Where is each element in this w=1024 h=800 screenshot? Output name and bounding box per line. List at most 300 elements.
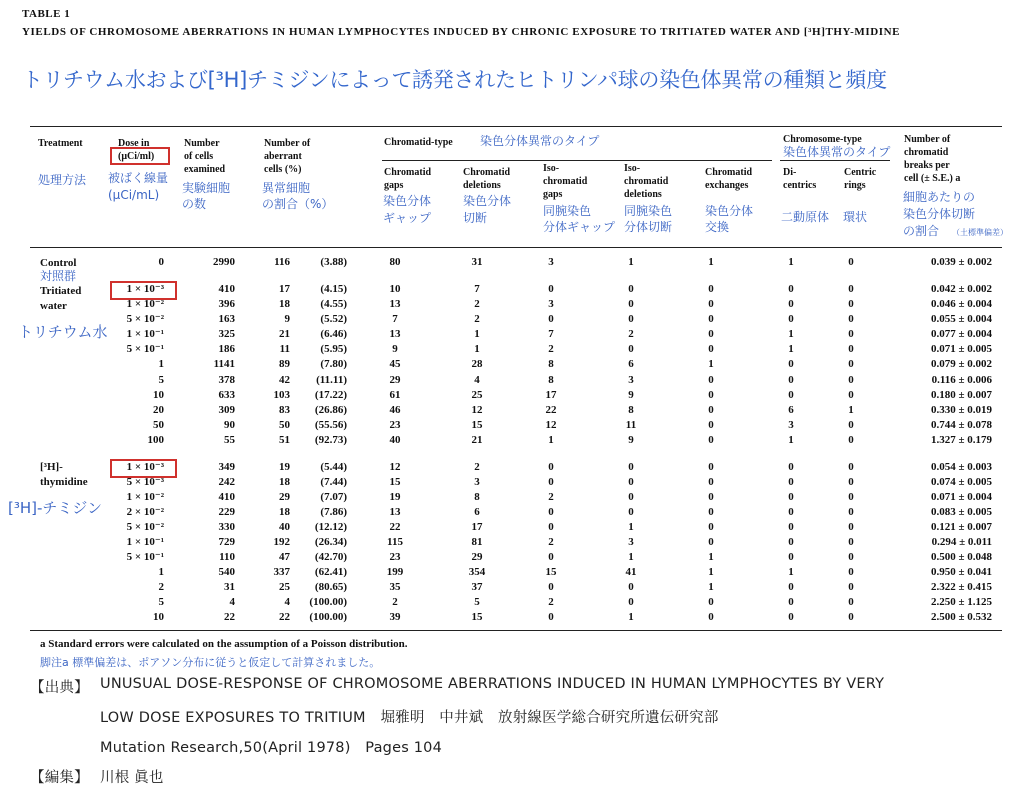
- cell-id: 0: [628, 298, 634, 310]
- cell-g: 80: [389, 256, 401, 268]
- cell-breaks: 0.330 ± 0.019: [930, 404, 992, 416]
- header-gaps-2: gaps: [384, 180, 404, 191]
- header-isogaps-1: Iso-: [543, 163, 560, 174]
- header-gaps-ja-1: 染色分体: [383, 194, 432, 208]
- cell-dic: 0: [788, 521, 794, 533]
- top-rule: [30, 126, 1002, 127]
- cell-d: 1: [474, 343, 480, 355]
- header-isodel-2: chromatid: [624, 176, 669, 187]
- cell-ring: 0: [848, 476, 854, 488]
- cell-ab: 40: [279, 521, 290, 533]
- header-breaks-ja-1: 細胞あたりの: [903, 190, 976, 204]
- cell-g: 115: [387, 536, 403, 548]
- cell-ex: 0: [708, 506, 714, 518]
- cell-d: 31: [471, 256, 483, 268]
- cell-ring: 0: [848, 343, 854, 355]
- cell-g: 46: [389, 404, 401, 416]
- cell-breaks: 0.079 ± 0.002: [930, 358, 992, 370]
- cell-ex: 0: [708, 611, 714, 623]
- cell-dose: 1 × 10⁻¹: [126, 536, 164, 548]
- cell-ab: 42: [279, 374, 290, 386]
- cell-dose: 1 × 10⁻¹: [126, 328, 164, 340]
- cell-breaks: 2.250 ± 1.125: [930, 596, 992, 608]
- cell-breaks: 2.500 ± 0.532: [930, 611, 992, 623]
- cell-ring: 0: [848, 596, 854, 608]
- cell-d: 8: [474, 491, 480, 503]
- cell-ex: 0: [708, 404, 714, 416]
- cell-ab: 192: [273, 536, 290, 548]
- cell-dose: 1 × 10⁻³: [126, 283, 164, 295]
- cell-pct: (11.11): [316, 374, 347, 386]
- cell-cells: 90: [224, 419, 235, 431]
- cell-ig: 7: [548, 328, 554, 340]
- cell-g: 23: [389, 419, 401, 431]
- cell-dose: 5 × 10⁻²: [126, 521, 164, 533]
- chromosome-span-rule: [780, 160, 890, 161]
- cell-ab: 116: [274, 256, 290, 268]
- cell-ab: 83: [279, 404, 290, 416]
- cell-ig: 1: [548, 434, 554, 446]
- header-cells-3: examined: [184, 164, 226, 175]
- header-cells-2: of cells: [184, 151, 214, 162]
- cell-breaks: 0.744 ± 0.078: [930, 419, 992, 431]
- cell-breaks: 0.054 ± 0.003: [930, 461, 992, 473]
- cell-ex: 0: [708, 596, 714, 608]
- cell-pct: (3.88): [320, 256, 347, 268]
- header-rings-2: rings: [844, 180, 866, 191]
- cell-d: 5: [474, 596, 480, 608]
- group-thymidine-1: [³H]-: [40, 461, 63, 473]
- cell-id: 9: [628, 434, 634, 446]
- cell-ig: 3: [548, 256, 554, 268]
- cell-ex: 0: [708, 343, 714, 355]
- cell-ig: 2: [548, 536, 554, 548]
- cell-ab: 18: [279, 506, 290, 518]
- cell-cells: 410: [218, 283, 235, 295]
- header-exchanges-ja-1: 染色分体: [705, 204, 754, 218]
- cell-dic: 0: [788, 358, 794, 370]
- header-breaks-2: chromatid: [904, 147, 949, 158]
- cell-d: 28: [471, 358, 483, 370]
- cell-breaks: 0.950 ± 0.041: [930, 566, 992, 578]
- cell-d: 7: [474, 283, 480, 295]
- cell-ab: 89: [279, 358, 290, 370]
- cell-g: 22: [389, 521, 401, 533]
- cell-id: 8: [628, 404, 634, 416]
- cell-ab: 50: [279, 419, 290, 431]
- cell-d: 1: [474, 328, 480, 340]
- cell-dic: 6: [788, 404, 794, 416]
- header-breaks-1: Number of: [904, 134, 951, 145]
- header-exchanges-ja-2: 交換: [705, 220, 730, 234]
- cell-dose: 10: [153, 389, 164, 401]
- header-dose-ja-1: 被ばく線量: [108, 171, 169, 185]
- header-dose-line1: Dose in: [118, 138, 150, 149]
- cell-ig: 2: [548, 596, 554, 608]
- cell-id: 1: [628, 551, 634, 563]
- cell-pct: (7.80): [320, 358, 347, 370]
- cell-dose: 0: [158, 256, 164, 268]
- cell-dic: 0: [788, 536, 794, 548]
- cell-g: 61: [389, 389, 401, 401]
- footnote: a Standard errors were calculated on the assumption of a Poisson distribution.: [40, 638, 408, 650]
- source-line-1: UNUSUAL DOSE-RESPONSE OF CHROMOSOME ABERRATIONS INDUCED IN HUMAN LYMPHOCYTES BY VERY: [100, 676, 885, 692]
- group-control: Control: [40, 257, 77, 269]
- cell-pct: (17.22): [314, 389, 347, 401]
- cell-cells: 729: [218, 536, 235, 548]
- cell-dose: 1 × 10⁻²: [126, 491, 164, 503]
- cell-ring: 0: [848, 374, 854, 386]
- cell-dic: 0: [788, 596, 794, 608]
- cell-ab: 29: [279, 491, 290, 503]
- cell-cells: 186: [218, 343, 235, 355]
- cell-breaks: 0.042 ± 0.002: [930, 283, 992, 295]
- cell-breaks: 0.121 ± 0.007: [930, 521, 992, 533]
- cell-breaks: 2.322 ± 0.415: [930, 581, 992, 593]
- cell-id: 0: [628, 581, 634, 593]
- cell-dose: 5: [158, 374, 164, 386]
- cell-dose: 1 × 10⁻³: [126, 461, 164, 473]
- cell-dic: 3: [788, 419, 794, 431]
- cell-pct: (80.65): [314, 581, 347, 593]
- cell-g: 39: [389, 611, 401, 623]
- cell-breaks: 0.294 ± 0.011: [931, 536, 992, 548]
- cell-ig: 0: [548, 313, 554, 325]
- cell-g: 12: [389, 461, 401, 473]
- header-breaks-4: cell (± S.E.) a: [904, 173, 961, 184]
- cell-ex: 0: [708, 461, 714, 473]
- group-tritiated-ja: トリチウム水: [18, 323, 108, 341]
- cell-ex: 0: [708, 434, 714, 446]
- cell-ring: 1: [848, 404, 854, 416]
- cell-pct: (5.52): [320, 313, 347, 325]
- cell-breaks: 0.046 ± 0.004: [930, 298, 992, 310]
- header-exchanges-1: Chromatid: [705, 167, 753, 178]
- cell-dic: 0: [788, 298, 794, 310]
- cell-dose: 2 × 10⁻²: [126, 506, 164, 518]
- cell-dose: 5 × 10⁻³: [126, 476, 164, 488]
- cell-ab: 18: [279, 298, 290, 310]
- cell-pct: (5.95): [320, 343, 347, 355]
- cell-ab: 51: [279, 434, 290, 446]
- cell-dic: 0: [788, 506, 794, 518]
- cell-ring: 0: [848, 389, 854, 401]
- cell-pct: (26.86): [314, 404, 347, 416]
- cell-dose: 1: [158, 358, 164, 370]
- cell-g: 45: [389, 358, 401, 370]
- cell-breaks: 0.039 ± 0.002: [930, 256, 992, 268]
- cell-ring: 0: [848, 313, 854, 325]
- header-gaps-1: Chromatid: [384, 167, 432, 178]
- cell-ab: 22: [279, 611, 290, 623]
- header-dose-line2: (μCi/ml): [118, 151, 155, 162]
- header-aberrant-2: aberrant: [264, 151, 302, 162]
- cell-pct: (5.44): [320, 461, 347, 473]
- cell-d: 29: [471, 551, 483, 563]
- cell-ig: 8: [548, 358, 554, 370]
- cell-dic: 0: [788, 551, 794, 563]
- cell-ig: 0: [548, 506, 554, 518]
- cell-pct: (4.15): [320, 283, 347, 295]
- header-chromosome-type: Chromosome-type: [783, 134, 862, 145]
- cell-ex: 1: [708, 256, 714, 268]
- group-tritiated-1: Tritiated: [40, 285, 82, 297]
- cell-ex: 0: [708, 521, 714, 533]
- cell-ring: 0: [848, 461, 854, 473]
- source-line-2: LOW DOSE EXPOSURES TO TRITIUM 堀雅明 中井斌 放射線医学総合研究所遺伝研究部: [100, 710, 719, 726]
- cell-breaks: 1.327 ± 0.179: [930, 434, 992, 446]
- header-dicentrics-2: centrics: [783, 180, 817, 191]
- japanese-title: トリチウム水および[³H]チミジンによって誘発されたヒトリンパ球の染色体異常の種類と頻度: [22, 68, 887, 92]
- cell-g: 19: [389, 491, 401, 503]
- cell-cells: 31: [224, 581, 235, 593]
- cell-pct: (7.86): [320, 506, 347, 518]
- cell-d: 6: [474, 506, 480, 518]
- cell-dic: 1: [788, 256, 794, 268]
- cell-ring: 0: [848, 566, 854, 578]
- cell-ab: 17: [279, 283, 290, 295]
- table-caption: YIELDS OF CHROMOSOME ABERRATIONS IN HUMAN LYMPHOCYTES INDUCED BY CHRONIC EXPOSURE TO TRITIATED WATER AND [³H]THY-MIDINE: [22, 26, 901, 38]
- header-rule: [30, 247, 1002, 248]
- cell-ig: 17: [545, 389, 557, 401]
- cell-d: 81: [471, 536, 483, 548]
- header-isogaps-ja-1: 同腕染色: [543, 204, 592, 218]
- header-isodel-ja-2: 分体切断: [624, 220, 673, 234]
- header-dose-ja-2: (μCi/mL): [108, 188, 160, 202]
- cell-ab: 11: [279, 343, 290, 355]
- cell-ring: 0: [848, 283, 854, 295]
- cell-breaks: 0.116 ± 0.006: [931, 374, 992, 386]
- editor-name: 川根 眞也: [100, 770, 164, 786]
- group-thymidine-2: thymidine: [40, 476, 88, 488]
- source-line-3: Mutation Research,50(April 1978) Pages 104: [100, 740, 443, 756]
- cell-g: 199: [386, 566, 404, 578]
- cell-dic: 0: [788, 283, 794, 295]
- cell-g: 13: [389, 506, 401, 518]
- cell-id: 0: [628, 313, 634, 325]
- header-breaks-ja-4: （土標準偏差）: [952, 228, 1008, 237]
- cell-cells: 633: [218, 389, 235, 401]
- cell-dose: 50: [153, 419, 164, 431]
- cell-pct: (62.41): [314, 566, 347, 578]
- cell-ab: 47: [279, 551, 290, 563]
- cell-id: 2: [628, 328, 634, 340]
- cell-ex: 1: [708, 551, 714, 563]
- cell-ig: 12: [545, 419, 557, 431]
- cell-dose: 5 × 10⁻¹: [126, 343, 164, 355]
- cell-ig: 0: [548, 581, 554, 593]
- header-isodel-3: deletions: [624, 189, 662, 200]
- cell-ex: 0: [708, 491, 714, 503]
- cell-pct: (100.00): [309, 611, 347, 623]
- header-cells-ja-2: の数: [182, 197, 207, 211]
- cell-id: 9: [628, 389, 634, 401]
- cell-ring: 0: [848, 611, 854, 623]
- cell-g: 40: [389, 434, 401, 446]
- header-chromatid-type: Chromatid-type: [384, 137, 453, 148]
- cell-ig: 0: [548, 551, 554, 563]
- cell-cells: 2990: [213, 256, 235, 268]
- cell-dose: 100: [147, 434, 164, 446]
- cell-d: 354: [468, 566, 486, 578]
- cell-ab: 18: [279, 476, 290, 488]
- footnote-ja: 脚注a 標準偏差は、ポアソン分布に従うと仮定して計算されました。: [40, 656, 381, 669]
- header-deletions-1: Chromatid: [463, 167, 511, 178]
- cell-ex: 0: [708, 328, 714, 340]
- cell-breaks: 0.055 ± 0.004: [930, 313, 992, 325]
- header-rings-ja: 環状: [843, 210, 868, 224]
- cell-id: 1: [628, 521, 634, 533]
- cell-id: 0: [628, 596, 634, 608]
- cell-dic: 1: [788, 343, 794, 355]
- cell-id: 3: [628, 374, 634, 386]
- cell-ring: 0: [848, 506, 854, 518]
- cell-dic: 0: [788, 313, 794, 325]
- cell-cells: 242: [218, 476, 235, 488]
- cell-ig: 22: [545, 404, 557, 416]
- cell-id: 0: [628, 506, 634, 518]
- cell-dose: 1: [158, 566, 164, 578]
- header-cells-ja-1: 実験細胞: [182, 181, 231, 195]
- cell-d: 25: [471, 389, 483, 401]
- cell-ring: 0: [848, 328, 854, 340]
- header-isogaps-ja-2: 分体ギャップ: [543, 220, 616, 234]
- cell-cells: 1141: [213, 358, 235, 370]
- cell-g: 2: [392, 596, 398, 608]
- cell-dic: 0: [788, 389, 794, 401]
- cell-d: 12: [471, 404, 483, 416]
- cell-ig: 15: [545, 566, 557, 578]
- cell-breaks: 0.180 ± 0.007: [930, 389, 992, 401]
- cell-ig: 2: [548, 343, 554, 355]
- cell-breaks: 0.077 ± 0.004: [930, 328, 992, 340]
- cell-g: 29: [389, 374, 401, 386]
- cell-ex: 0: [708, 389, 714, 401]
- cell-dose: 10: [153, 611, 164, 623]
- cell-ring: 0: [848, 298, 854, 310]
- cell-ig: 3: [548, 298, 554, 310]
- cell-ex: 0: [708, 374, 714, 386]
- header-aberrant-1: Number of: [264, 138, 311, 149]
- cell-pct: (12.12): [314, 521, 347, 533]
- cell-ab: 103: [273, 389, 290, 401]
- cell-g: 23: [389, 551, 401, 563]
- header-treatment: Treatment: [38, 138, 83, 149]
- cell-d: 2: [474, 461, 480, 473]
- cell-ex: 1: [708, 581, 714, 593]
- header-cells-1: Number: [184, 138, 220, 149]
- cell-cells: 55: [224, 434, 235, 446]
- table-label: TABLE 1: [22, 8, 71, 20]
- cell-ring: 0: [848, 491, 854, 503]
- cell-ring: 0: [848, 419, 854, 431]
- header-isodel-ja-1: 同腕染色: [624, 204, 673, 218]
- cell-id: 0: [628, 283, 634, 295]
- cell-breaks: 0.083 ± 0.005: [930, 506, 992, 518]
- header-chromatid-type-ja: 染色分体異常のタイプ: [480, 134, 600, 148]
- cell-ex: 0: [708, 419, 714, 431]
- cell-g: 35: [389, 581, 401, 593]
- cell-dic: 0: [788, 491, 794, 503]
- cell-cells: 309: [218, 404, 235, 416]
- header-aberrant-ja-1: 異常細胞: [262, 181, 311, 195]
- cell-pct: (55.56): [314, 419, 347, 431]
- cell-g: 13: [389, 328, 401, 340]
- cell-ig: 0: [548, 521, 554, 533]
- cell-ex: 1: [708, 566, 714, 578]
- cell-breaks: 0.500 ± 0.048: [930, 551, 992, 563]
- cell-dose: 5 × 10⁻²: [126, 313, 164, 325]
- cell-ex: 0: [708, 536, 714, 548]
- cell-ex: 0: [708, 476, 714, 488]
- cell-id: 0: [628, 343, 634, 355]
- header-treatment-ja: 処理方法: [38, 173, 87, 187]
- editor-label: 【編集】: [30, 770, 89, 786]
- cell-dic: 1: [788, 328, 794, 340]
- cell-ab: 19: [279, 461, 290, 473]
- cell-ring: 0: [848, 581, 854, 593]
- cell-id: 0: [628, 461, 634, 473]
- cell-g: 13: [389, 298, 401, 310]
- cell-g: 10: [389, 283, 401, 295]
- cell-breaks: 0.071 ± 0.005: [930, 343, 992, 355]
- cell-ex: 0: [708, 283, 714, 295]
- cell-ig: 0: [548, 611, 554, 623]
- bottom-rule: [30, 630, 1002, 631]
- cell-ig: 8: [548, 374, 554, 386]
- cell-ex: 0: [708, 313, 714, 325]
- cell-ring: 0: [848, 434, 854, 446]
- cell-id: 0: [628, 491, 634, 503]
- header-aberrant-3: cells (%): [264, 164, 302, 175]
- chromatid-span-rule: [382, 160, 772, 161]
- cell-ring: 0: [848, 551, 854, 563]
- header-exchanges-2: exchanges: [705, 180, 749, 191]
- cell-ab: 337: [273, 566, 290, 578]
- cell-d: 4: [474, 374, 480, 386]
- cell-d: 2: [474, 313, 480, 325]
- cell-pct: (7.07): [320, 491, 347, 503]
- cell-pct: (100.00): [309, 596, 347, 608]
- cell-d: 37: [471, 581, 483, 593]
- header-isogaps-3: gaps: [543, 189, 563, 200]
- cell-ring: 0: [848, 358, 854, 370]
- header-breaks-ja-3: の割合: [903, 224, 940, 238]
- cell-breaks: 0.074 ± 0.005: [930, 476, 992, 488]
- cell-d: 15: [471, 611, 483, 623]
- cell-cells: 540: [218, 566, 235, 578]
- cell-ig: 2: [548, 491, 554, 503]
- cell-ab: 21: [279, 328, 290, 340]
- group-control-ja: 対照群: [40, 269, 77, 283]
- cell-cells: 325: [218, 328, 235, 340]
- cell-dic: 1: [788, 434, 794, 446]
- cell-dose: 2: [158, 581, 164, 593]
- cell-g: 15: [389, 476, 401, 488]
- cell-cells: 110: [219, 551, 235, 563]
- cell-d: 2: [474, 298, 480, 310]
- cell-cells: 22: [224, 611, 235, 623]
- header-dicentrics-ja: 二動原体: [781, 210, 830, 224]
- cell-cells: 349: [218, 461, 235, 473]
- cell-pct: (4.55): [320, 298, 347, 310]
- cell-d: 15: [471, 419, 483, 431]
- cell-ring: 0: [848, 256, 854, 268]
- cell-cells: 163: [218, 313, 235, 325]
- cell-breaks: 0.071 ± 0.004: [930, 491, 992, 503]
- cell-ab: 4: [284, 596, 290, 608]
- cell-cells: 396: [218, 298, 235, 310]
